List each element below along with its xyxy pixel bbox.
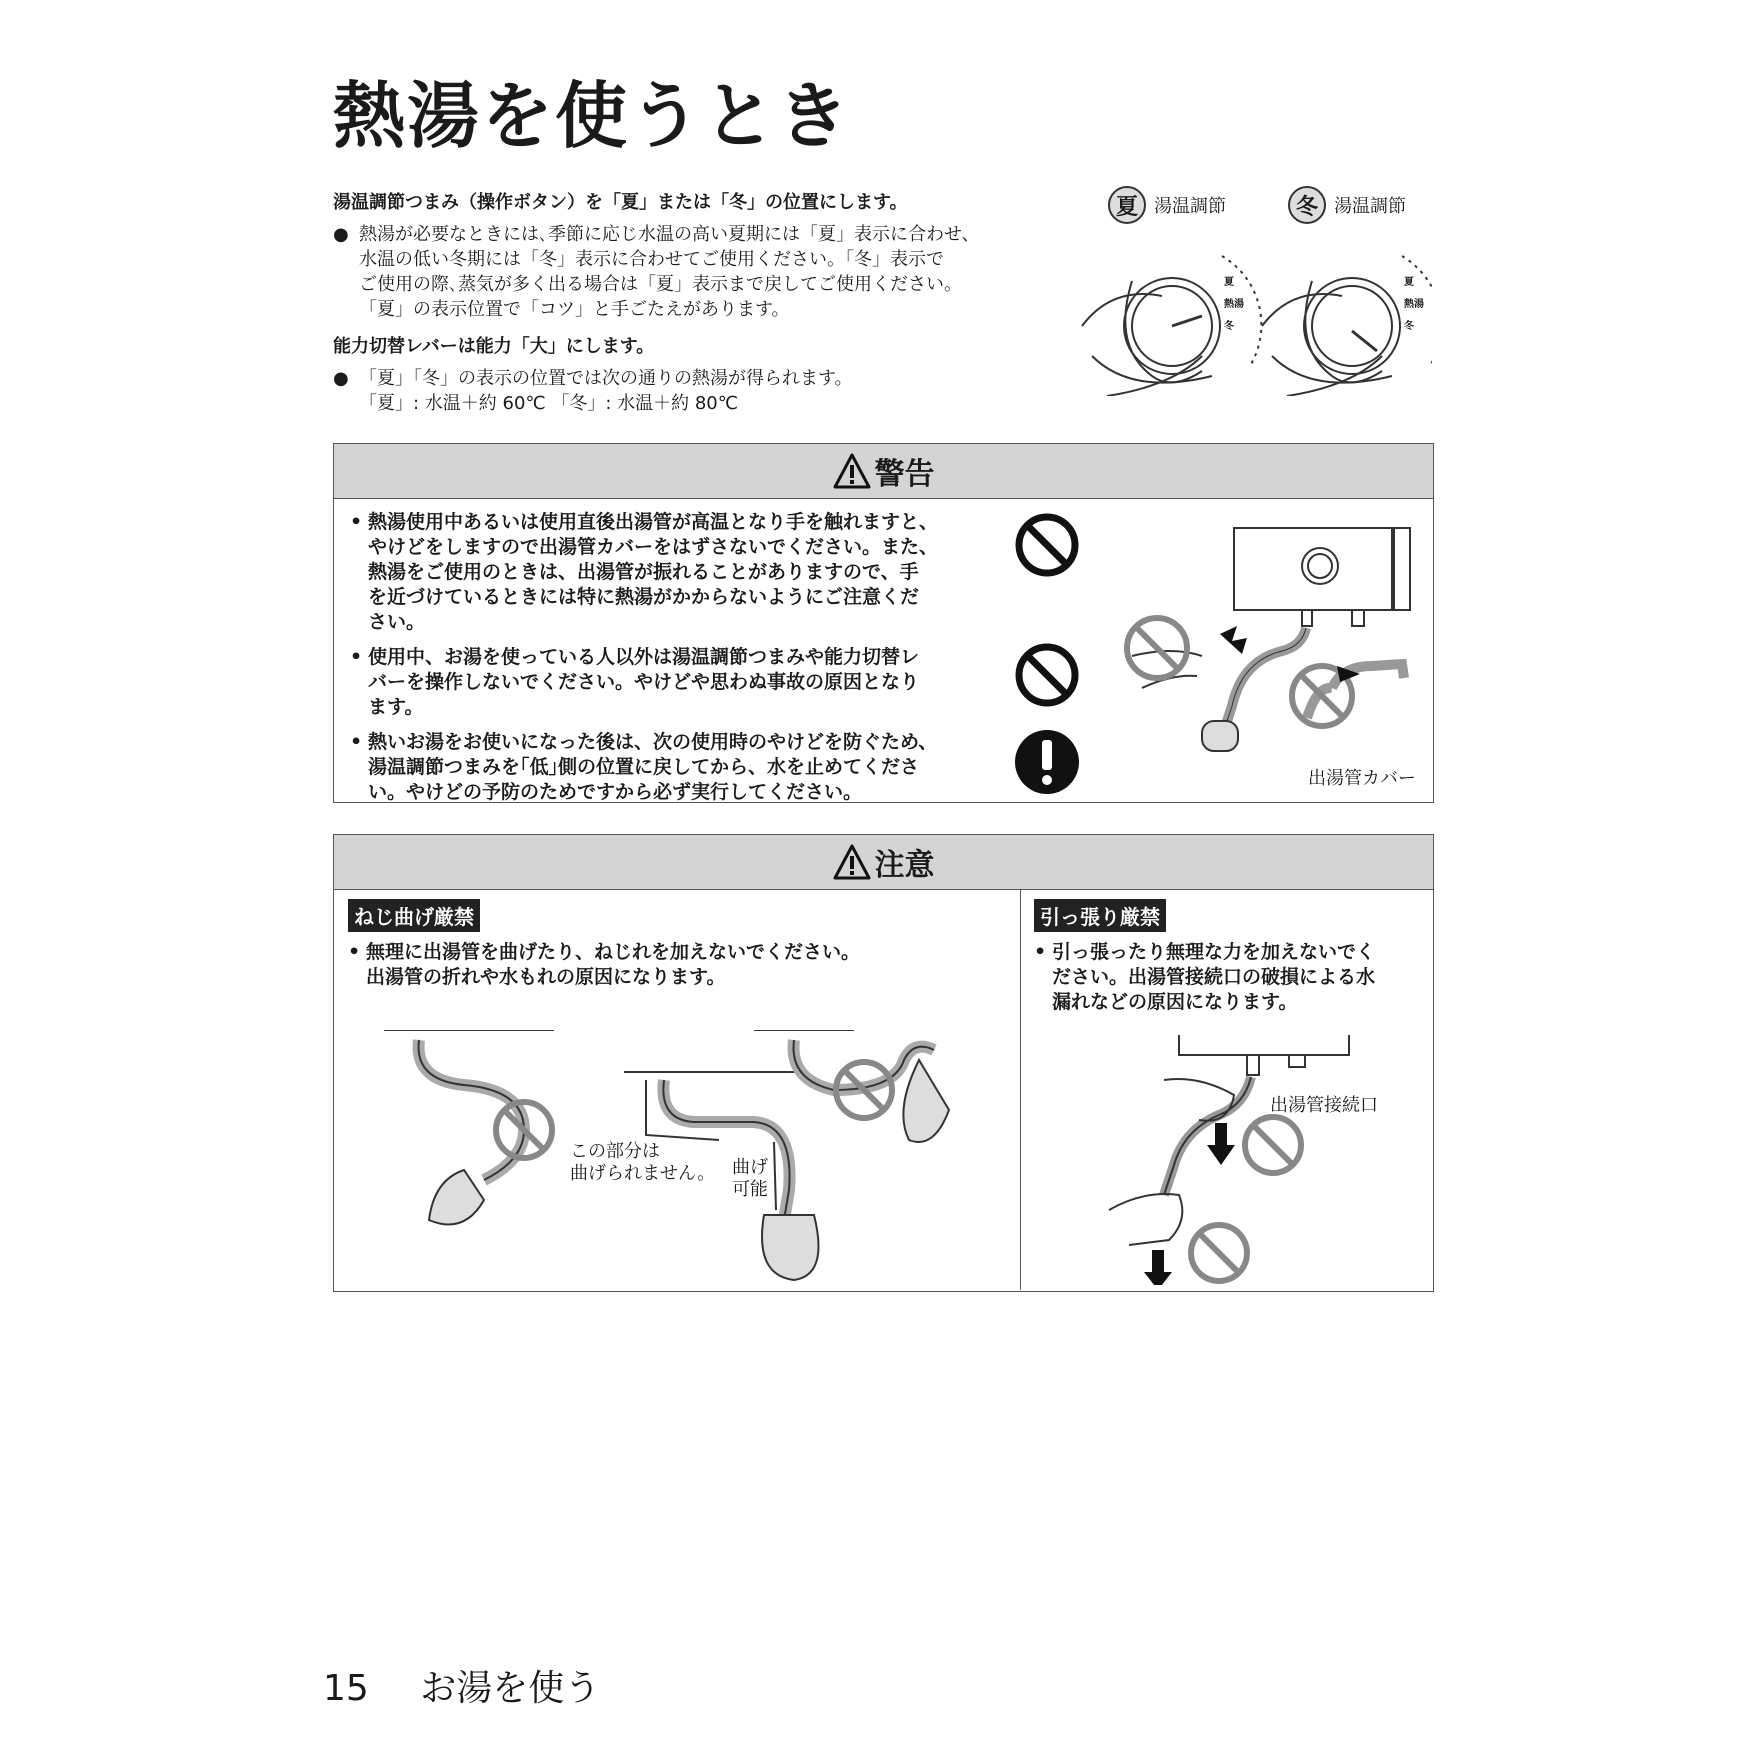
scale-mid: 熱湯 [1404,299,1424,310]
no-pull-tag: 引っ張り厳禁 [1034,899,1166,932]
prohibited-icon [1012,510,1082,580]
warning-header [334,444,1433,499]
no-twist-text [348,940,860,990]
warning-item [350,645,938,720]
winter-scale [1404,272,1424,338]
warning-triangle-icon [833,844,871,880]
no-twist-tag: ねじ曲げ厳禁 [348,899,480,932]
text-line: い。やけどの予防のためですから必ず実行してください。 [368,781,863,803]
text-line: 熱湯が必要なときには､季節に応じ水温の高い夏期には「夏」表示に合わせ、 [359,224,980,245]
text-line: 熱いお湯をお使いになった後は、次の使用時のやけどを防ぐため、 [368,731,938,753]
warning-triangle-icon [833,453,871,489]
scale-top: 夏 [1224,277,1234,288]
scale-bottom: 冬 [1224,321,1234,332]
text-line: ださい。出湯管接続口の破損による水 [1052,966,1376,988]
bullet: • [350,511,363,533]
text-line: ます。 [368,696,424,718]
hose-pull-illustration [1069,1035,1409,1285]
caution-item [1034,940,1375,1015]
text-line: 可能 [732,1179,768,1200]
bullet: ● [333,224,349,245]
text-line: 引っ張ったり無理な力を加えないでく [1052,941,1376,963]
connector-label: 出湯管接続口 [1270,1095,1378,1116]
text-line: 曲げ [732,1157,768,1178]
scale-top: 夏 [1404,277,1414,288]
text-line: 湯温調節つまみを｢低｣側の位置に戻してから、水を止めてくださ [368,756,920,778]
dial-illustrations [1072,186,1432,396]
dial-hand-drawing [1072,226,1432,396]
power-lever-heading: 能力切替レバーは能力「大」にします。 [333,336,655,357]
text-line: 漏れなどの原因になります。 [1052,991,1298,1013]
caution-item [348,940,860,990]
winter-dial-label: 湯温調節 [1334,196,1406,217]
warning-item [350,510,938,635]
temp-knob-section [333,188,979,322]
caution-header [334,835,1433,890]
summer-dial-caption [1108,186,1226,224]
bullet: • [350,646,363,668]
text-line: を近づけているときには特に熱湯がかからないようにご注意くだ [368,586,920,608]
text-line: 熱湯使用中あるいは使用直後出湯管が高温となり手を触れますと、 [368,511,939,533]
temp-knob-heading: 湯温調節つまみ（操作ボタン）を「夏」または「冬」の位置にします。 [333,192,908,213]
bullet: • [350,731,363,753]
text-line: 「夏」「冬」の表示の位置では次の通りの熱湯が得られます。 [359,368,853,389]
summer-dial-label: 湯温調節 [1154,196,1226,217]
text-line: バーを操作しないでください。やけどや思わぬ事故の原因となり [368,671,920,693]
bendable-note [732,1157,768,1201]
text-line: 出湯管の折れや水もれの原因になります。 [366,966,726,988]
caution-title: 注意 [874,848,935,883]
text-line: 水温の低い冬期には「冬」表示に合わせてご使用ください。「冬」表示で [359,249,944,270]
prohibited-icon [1012,640,1082,710]
text-line: 「夏」: 水温＋約 60℃ 「冬」: 水温＋約 80℃ [359,393,738,414]
warning-box [333,443,1434,803]
warning-item [350,730,938,805]
bullet: • [1034,941,1047,963]
warning-list [350,510,938,815]
text-line: 使用中、お湯を使っている人以外は湯温調節つまみや能力切替レ [368,646,920,668]
text-line: やけどをしますので出湯管カバーをはずさないでください。また、 [368,536,939,558]
section-name: お湯を使う [420,1668,601,1709]
hose-cover-label: 出湯管カバー [1308,768,1416,789]
text-line: 無理に出湯管を曲げたり、ねじれを加えないでください。 [366,941,861,963]
fixed-part-note [570,1141,715,1185]
text-line: 「夏」の表示位置で「コツ」と手ごたえがあります。 [359,299,790,320]
winter-symbol: 冬 [1288,186,1326,224]
text-line: 曲げられません。 [570,1163,716,1184]
power-lever-section [333,332,853,416]
temp-knob-text [333,222,979,322]
power-lever-text [333,366,853,416]
text-line: この部分は [570,1141,660,1162]
no-twist-panel [348,899,860,1000]
summer-scale [1224,272,1244,338]
text-line: さい。 [368,611,426,633]
heater-hose-illustration [1102,506,1427,756]
text-line: 熱湯をご使用のときは、出湯管が振れることがありますので、手 [368,561,919,583]
winter-dial-caption [1288,186,1406,224]
no-pull-text [1034,940,1375,1015]
page-number: 15 [323,1668,369,1709]
bullet: ● [333,368,349,389]
bullet: • [348,941,361,963]
scale-bottom: 冬 [1404,321,1414,332]
caution-box [333,834,1434,1292]
text-line: ご使用の際､蒸気が多く出る場合は「夏」表示まで戻してご使用ください。 [359,274,962,295]
scale-mid: 熱湯 [1224,299,1244,310]
page-footer [323,1660,600,1711]
page-title: 熱湯を使うとき [333,74,852,158]
mandatory-action-icon [1012,727,1082,797]
warning-title: 警告 [874,457,935,492]
summer-symbol: 夏 [1108,186,1146,224]
caution-divider [1020,890,1021,1290]
no-pull-panel [1034,899,1375,1025]
